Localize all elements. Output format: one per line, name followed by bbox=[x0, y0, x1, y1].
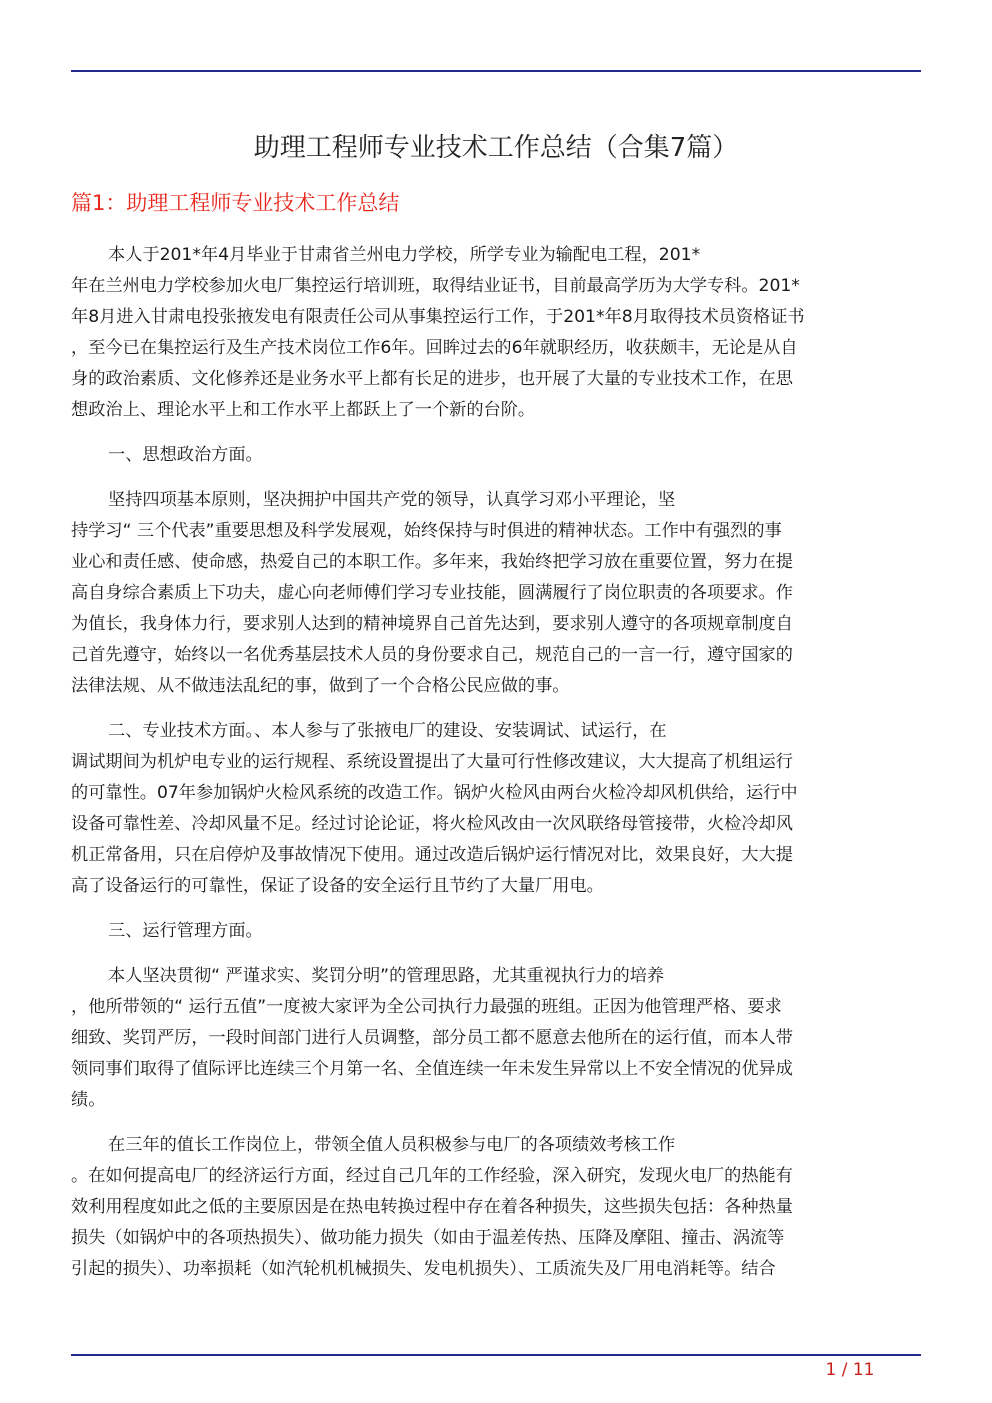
text-line: 想政治上、理论水平上和工作水平上都跃上了一个新的台阶。 bbox=[71, 400, 536, 420]
text-line: 高了设备运行的可靠性，保证了设备的安全运行且节约了大量厂用电。 bbox=[71, 876, 604, 896]
text-line: 为值长，我身体力行，要求别人达到的精神境界自己首先达到，要求别人遵守的各项规章制度自 bbox=[71, 614, 793, 634]
subsection-heading bbox=[71, 440, 921, 471]
paragraph bbox=[71, 1130, 921, 1285]
text-line: 一、思想政治方面。 bbox=[108, 445, 263, 465]
text-line: ，至今已在集控运行及生产技术岗位工作6年。回眸过去的6年就职经历，收获颇丰，无论是从自 bbox=[71, 338, 798, 358]
text-line: 年8月进入甘肃电投张掖发电有限责任公司从事集控运行工作，于201*年8月取得技术员资格证书 bbox=[71, 307, 805, 327]
text-line: 己首先遵守，始终以一名优秀基层技术人员的身份要求自己，规范自己的一言一行，遵守国家的 bbox=[71, 645, 793, 665]
text-line: 引起的损失）、功率损耗（如汽轮机机械损失、发电机损失）、工质流失及厂用电消耗等。结合 bbox=[71, 1259, 776, 1279]
text-line: 设备可靠性差、冷却风量不足。经过讨论论证，将火检风改由一次风联络母管接带，火检冷却风 bbox=[71, 814, 793, 834]
text-line: 本人于201*年4月毕业于甘肃省兰州电力学校，所学专业为输配电工程，201* bbox=[108, 245, 701, 265]
footer-rule bbox=[71, 1354, 921, 1356]
text-line: 在三年的值长工作岗位上，带领全值人员积极参与电厂的各项绩效考核工作 bbox=[108, 1135, 676, 1155]
text-line: 二、专业技术方面。、本人参与了张掖电厂的建设、安装调试、试运行，在 bbox=[108, 721, 667, 741]
text-line: 法律法规、从不做违法乱纪的事，做到了一个合格公民应做的事。 bbox=[71, 676, 570, 696]
text-line: 效利用程度如此之低的主要原因是在热电转换过程中存在着各种损失，这些损失包括：各种热量 bbox=[71, 1197, 793, 1217]
text-line: 业心和责任感、使命感，热爱自己的本职工作。多年来，我始终把学习放在重要位置，努力在提 bbox=[71, 552, 793, 572]
page-indicator: 1 / 11 bbox=[825, 1360, 875, 1380]
text-line: 机正常备用，只在启停炉及事故情况下使用。通过改造后锅炉运行情况对比，效果良好，大大提 bbox=[71, 845, 793, 865]
text-line: 坚持四项基本原则，坚决拥护中国共产党的领导，认真学习邓小平理论，坚 bbox=[108, 490, 676, 510]
text-line: 身的政治素质、文化修养还是业务水平上都有长足的进步，也开展了大量的专业技术工作，在思 bbox=[71, 369, 793, 389]
header-rule bbox=[71, 70, 921, 72]
text-line: 持学习“ 三个代表”重要思想及科学发展观，始终保持与时俱进的精神状态。工作中有强烈的事 bbox=[71, 521, 782, 541]
text-line: 调试期间为机炉电专业的运行规程、系统设置提出了大量可行性修改建议，大大提高了机组运行 bbox=[71, 752, 793, 772]
text-line: 的可靠性。07年参加锅炉火检风系统的改造工作。锅炉火检风由两台火检冷却风机供给，运行中 bbox=[71, 783, 798, 803]
text-line: 本人坚决贯彻“ 严谨求实、奖罚分明”的管理思路，尤其重视执行力的培养 bbox=[108, 966, 665, 986]
text-line: 细致、奖罚严厉，一段时间部门进行人员调整，部分员工都不愿意去他所在的运行值，而本人带 bbox=[71, 1028, 793, 1048]
text-line: 高自身综合素质上下功夫，虚心向老师傅们学习专业技能，圆满履行了岗位职责的各项要求。作 bbox=[71, 583, 793, 603]
paragraph bbox=[71, 240, 921, 426]
paragraph bbox=[71, 961, 921, 1116]
text-line: 损失（如锅炉中的各项热损失）、做功能力损失（如由于温差传热、压降及摩阻、撞击、涡流等 bbox=[71, 1228, 785, 1248]
text-line: 领同事们取得了值际评比连续三个月第一名、全值连续一年未发生异常以上不安全情况的优异成 bbox=[71, 1059, 793, 1079]
section-heading: 篇1：助理工程师专业技术工作总结 bbox=[71, 191, 400, 215]
text-line: ，他所带领的“ 运行五值”一度被大家评为全公司执行力最强的班组。正因为他管理严格、要求 bbox=[71, 997, 782, 1017]
paragraph bbox=[71, 716, 921, 902]
text-line: 年在兰州电力学校参加火电厂集控运行培训班，取得结业证书，目前最高学历为大学专科。201* bbox=[71, 276, 800, 296]
document-body bbox=[71, 240, 921, 1299]
text-line: 三、运行管理方面。 bbox=[108, 921, 263, 941]
text-line: 绩。 bbox=[71, 1090, 106, 1110]
paragraph bbox=[71, 485, 921, 702]
document-title: 助理工程师专业技术工作总结（合集7篇） bbox=[253, 133, 739, 163]
subsection-heading bbox=[71, 916, 921, 947]
text-line: 。在如何提高电厂的经济运行方面，经过自己几年的工作经验，深入研究，发现火电厂的热能有 bbox=[71, 1166, 793, 1186]
